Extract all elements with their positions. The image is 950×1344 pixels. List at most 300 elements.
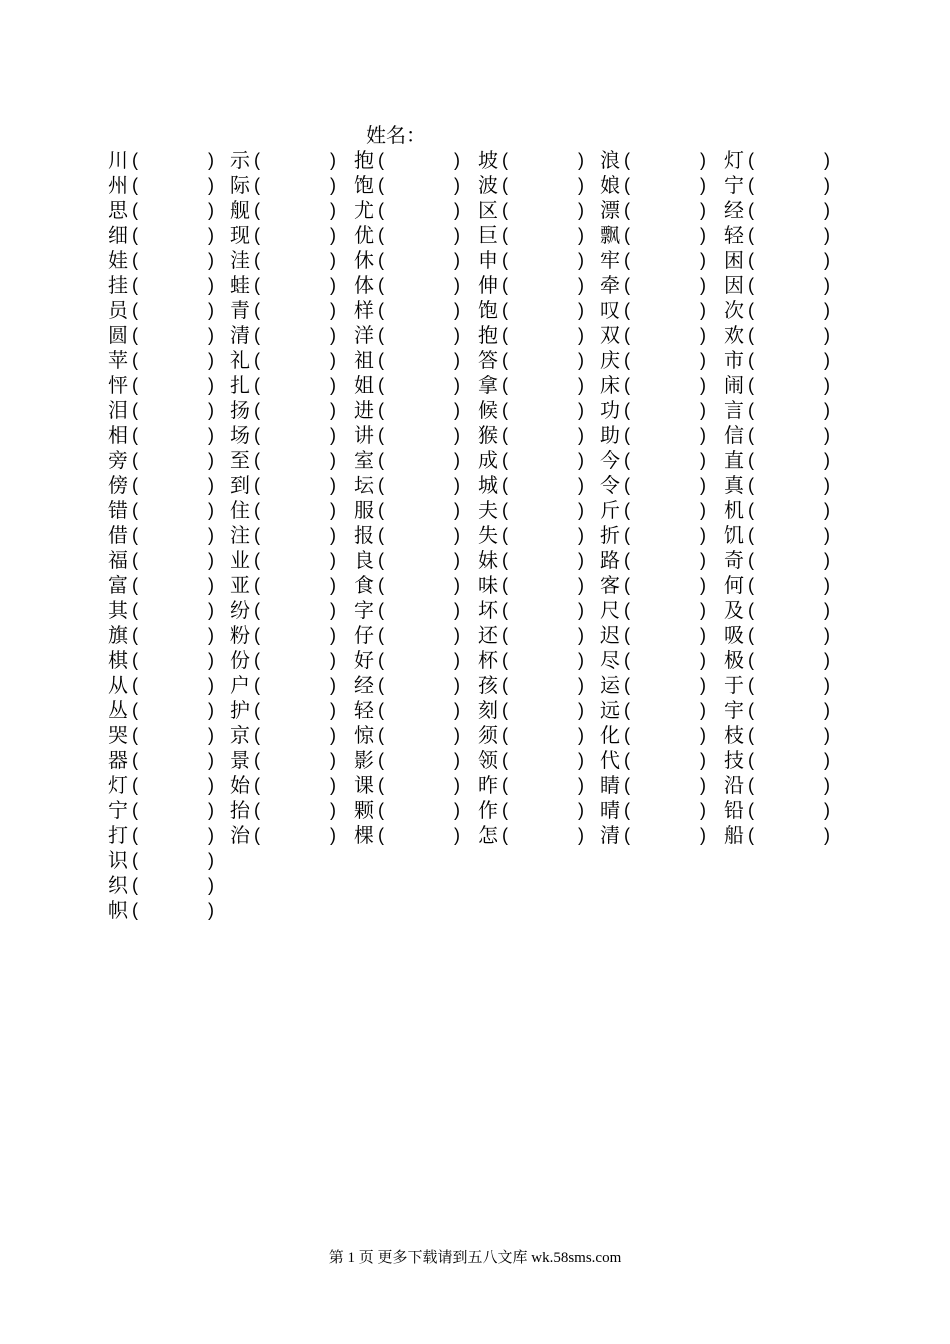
close-paren: ): [208, 475, 214, 495]
open-paren: (: [502, 575, 508, 595]
open-paren: (: [624, 275, 630, 295]
close-paren: ): [330, 150, 336, 170]
char-entry: [600, 723, 722, 748]
char-entry: [600, 348, 722, 373]
char-row: [0, 673, 950, 698]
worksheet-title: 姓名：: [366, 123, 426, 147]
char-entry: [478, 498, 600, 523]
close-paren: ): [454, 625, 460, 645]
char-entry: [230, 723, 352, 748]
char-entry: [108, 498, 230, 523]
character: 浪: [600, 148, 620, 172]
close-paren: ): [208, 225, 214, 245]
close-paren: ): [454, 475, 460, 495]
character: 借: [108, 523, 128, 547]
char-entry: [600, 273, 722, 298]
char-row: [0, 498, 950, 523]
open-paren: (: [132, 525, 138, 545]
character: 清: [230, 323, 250, 347]
char-entry: [354, 148, 476, 173]
char-entry: [478, 173, 600, 198]
open-paren: (: [624, 250, 630, 270]
open-paren: (: [624, 800, 630, 820]
character: 代: [600, 748, 620, 772]
open-paren: (: [254, 350, 260, 370]
character: 景: [230, 748, 250, 772]
character: 至: [230, 448, 250, 472]
character: 蛙: [230, 273, 250, 297]
character: 睛: [600, 773, 620, 797]
character: 抱: [478, 323, 498, 347]
character: 户: [230, 673, 250, 697]
character: 其: [108, 598, 128, 622]
char-entry: [478, 623, 600, 648]
character: 员: [108, 298, 128, 322]
character: 欢: [724, 323, 744, 347]
close-paren: ): [700, 350, 706, 370]
close-paren: ): [330, 550, 336, 570]
open-paren: (: [132, 300, 138, 320]
open-paren: (: [132, 800, 138, 820]
close-paren: ): [454, 225, 460, 245]
char-entry: [108, 373, 230, 398]
char-entry: [600, 673, 722, 698]
character: 客: [600, 573, 620, 597]
character: 于: [724, 673, 744, 697]
open-paren: (: [378, 750, 384, 770]
character: 波: [478, 173, 498, 197]
character: 州: [108, 173, 128, 197]
close-paren: ): [578, 675, 584, 695]
open-paren: (: [254, 400, 260, 420]
open-paren: (: [624, 650, 630, 670]
close-paren: ): [208, 625, 214, 645]
character: 际: [230, 173, 250, 197]
close-paren: ): [330, 400, 336, 420]
char-entry: [600, 173, 722, 198]
close-paren: ): [700, 325, 706, 345]
character: 仔: [354, 623, 374, 647]
close-paren: ): [578, 650, 584, 670]
char-entry: [478, 823, 600, 848]
char-entry: [600, 323, 722, 348]
char-entry: [354, 198, 476, 223]
char-row: [0, 248, 950, 273]
char-entry: [600, 398, 722, 423]
char-entry: [354, 498, 476, 523]
open-paren: (: [132, 700, 138, 720]
char-entry: [230, 798, 352, 823]
char-entry: [600, 198, 722, 223]
character: 挂: [108, 273, 128, 297]
open-paren: (: [624, 725, 630, 745]
character: 沿: [724, 773, 744, 797]
close-paren: ): [824, 450, 830, 470]
character: 远: [600, 698, 620, 722]
character: 何: [724, 573, 744, 597]
character: 坡: [478, 148, 498, 172]
open-paren: (: [378, 650, 384, 670]
close-paren: ): [330, 775, 336, 795]
open-paren: (: [748, 600, 754, 620]
char-row: [0, 873, 950, 898]
char-entry: [230, 698, 352, 723]
char-row: [0, 173, 950, 198]
open-paren: (: [254, 750, 260, 770]
character: 牢: [600, 248, 620, 272]
open-paren: (: [502, 450, 508, 470]
char-entry: [600, 548, 722, 573]
close-paren: ): [824, 550, 830, 570]
open-paren: (: [378, 525, 384, 545]
close-paren: ): [700, 600, 706, 620]
open-paren: (: [132, 375, 138, 395]
char-entry: [600, 623, 722, 648]
character: 姐: [354, 373, 374, 397]
open-paren: (: [132, 400, 138, 420]
open-paren: (: [254, 250, 260, 270]
character: 洼: [230, 248, 250, 272]
char-entry: [354, 698, 476, 723]
character: 叹: [600, 298, 620, 322]
char-entry: [230, 448, 352, 473]
character: 晴: [600, 798, 620, 822]
char-entry: [724, 423, 846, 448]
character: 进: [354, 398, 374, 422]
close-paren: ): [700, 150, 706, 170]
char-entry: [724, 148, 846, 173]
char-entry: [600, 498, 722, 523]
character: 傍: [108, 473, 128, 497]
close-paren: ): [330, 375, 336, 395]
open-paren: (: [132, 475, 138, 495]
close-paren: ): [578, 625, 584, 645]
open-paren: (: [502, 725, 508, 745]
close-paren: ): [578, 275, 584, 295]
close-paren: ): [578, 250, 584, 270]
close-paren: ): [208, 300, 214, 320]
close-paren: ): [578, 750, 584, 770]
character: 船: [724, 823, 744, 847]
open-paren: (: [378, 375, 384, 395]
char-entry: [108, 473, 230, 498]
open-paren: (: [624, 375, 630, 395]
close-paren: ): [208, 550, 214, 570]
character: 错: [108, 498, 128, 522]
open-paren: (: [132, 875, 138, 895]
character: 抱: [354, 148, 374, 172]
close-paren: ): [824, 150, 830, 170]
close-paren: ): [824, 750, 830, 770]
open-paren: (: [624, 825, 630, 845]
character: 帜: [108, 898, 128, 922]
open-paren: (: [748, 150, 754, 170]
character: 答: [478, 348, 498, 372]
open-paren: (: [502, 550, 508, 570]
close-paren: ): [208, 650, 214, 670]
char-entry: [600, 648, 722, 673]
char-entry: [354, 598, 476, 623]
open-paren: (: [378, 350, 384, 370]
open-paren: (: [624, 500, 630, 520]
open-paren: (: [254, 525, 260, 545]
character: 现: [230, 223, 250, 247]
char-entry: [108, 748, 230, 773]
char-entry: [354, 423, 476, 448]
character: 铅: [724, 798, 744, 822]
close-paren: ): [578, 350, 584, 370]
char-entry: [724, 673, 846, 698]
close-paren: ): [700, 775, 706, 795]
open-paren: (: [748, 750, 754, 770]
character: 坛: [354, 473, 374, 497]
character: 怎: [478, 823, 498, 847]
open-paren: (: [132, 500, 138, 520]
open-paren: (: [254, 800, 260, 820]
open-paren: (: [748, 550, 754, 570]
character: 祖: [354, 348, 374, 372]
char-entry: [354, 448, 476, 473]
open-paren: (: [502, 700, 508, 720]
char-row: [0, 698, 950, 723]
open-paren: (: [502, 300, 508, 320]
character: 令: [600, 473, 620, 497]
close-paren: ): [700, 725, 706, 745]
close-paren: ): [578, 175, 584, 195]
char-entry: [724, 698, 846, 723]
character: 经: [724, 198, 744, 222]
char-entry: [108, 898, 230, 923]
char-entry: [354, 248, 476, 273]
open-paren: (: [748, 575, 754, 595]
open-paren: (: [748, 175, 754, 195]
open-paren: (: [254, 425, 260, 445]
close-paren: ): [454, 800, 460, 820]
open-paren: (: [748, 725, 754, 745]
close-paren: ): [578, 150, 584, 170]
character: 双: [600, 323, 620, 347]
character: 怦: [108, 373, 128, 397]
character: 机: [724, 498, 744, 522]
character: 今: [600, 448, 620, 472]
char-entry: [230, 398, 352, 423]
char-entry: [724, 398, 846, 423]
close-paren: ): [208, 275, 214, 295]
open-paren: (: [378, 725, 384, 745]
character: 从: [108, 673, 128, 697]
char-entry: [724, 723, 846, 748]
char-entry: [354, 798, 476, 823]
open-paren: (: [378, 200, 384, 220]
char-entry: [478, 598, 600, 623]
character: 运: [600, 673, 620, 697]
character: 坏: [478, 598, 498, 622]
open-paren: (: [502, 325, 508, 345]
open-paren: (: [624, 150, 630, 170]
open-paren: (: [502, 750, 508, 770]
close-paren: ): [208, 575, 214, 595]
char-entry: [724, 223, 846, 248]
close-paren: ): [578, 425, 584, 445]
open-paren: (: [624, 675, 630, 695]
close-paren: ): [208, 700, 214, 720]
close-paren: ): [824, 725, 830, 745]
char-entry: [354, 523, 476, 548]
char-entry: [600, 698, 722, 723]
char-entry: [230, 648, 352, 673]
character: 宁: [108, 798, 128, 822]
char-entry: [230, 523, 352, 548]
open-paren: (: [378, 575, 384, 595]
char-entry: [478, 373, 600, 398]
close-paren: ): [700, 825, 706, 845]
char-entry: [108, 598, 230, 623]
character: 夫: [478, 498, 498, 522]
char-entry: [108, 523, 230, 548]
character: 思: [108, 198, 128, 222]
open-paren: (: [132, 425, 138, 445]
close-paren: ): [330, 200, 336, 220]
char-entry: [478, 348, 600, 373]
character: 失: [478, 523, 498, 547]
close-paren: ): [330, 575, 336, 595]
char-row: [0, 523, 950, 548]
close-paren: ): [330, 225, 336, 245]
char-entry: [724, 273, 846, 298]
char-entry: [108, 448, 230, 473]
char-entry: [600, 773, 722, 798]
close-paren: ): [454, 500, 460, 520]
close-paren: ): [454, 450, 460, 470]
character: 候: [478, 398, 498, 422]
close-paren: ): [454, 175, 460, 195]
open-paren: (: [378, 775, 384, 795]
close-paren: ): [330, 425, 336, 445]
character: 须: [478, 723, 498, 747]
char-entry: [354, 273, 476, 298]
open-paren: (: [254, 550, 260, 570]
close-paren: ): [700, 450, 706, 470]
character: 青: [230, 298, 250, 322]
close-paren: ): [454, 600, 460, 620]
character: 室: [354, 448, 374, 472]
character: 及: [724, 598, 744, 622]
open-paren: (: [254, 500, 260, 520]
char-entry: [108, 548, 230, 573]
open-paren: (: [378, 175, 384, 195]
close-paren: ): [578, 700, 584, 720]
open-paren: (: [502, 375, 508, 395]
open-paren: (: [378, 325, 384, 345]
char-entry: [724, 623, 846, 648]
char-entry: [108, 298, 230, 323]
close-paren: ): [208, 800, 214, 820]
close-paren: ): [454, 675, 460, 695]
character: 识: [108, 848, 128, 872]
open-paren: (: [378, 700, 384, 720]
close-paren: ): [700, 275, 706, 295]
open-paren: (: [132, 625, 138, 645]
character: 注: [230, 523, 250, 547]
char-entry: [108, 198, 230, 223]
character: 住: [230, 498, 250, 522]
open-paren: (: [502, 650, 508, 670]
close-paren: ): [824, 675, 830, 695]
character: 旗: [108, 623, 128, 647]
char-entry: [724, 198, 846, 223]
close-paren: ): [454, 750, 460, 770]
open-paren: (: [132, 150, 138, 170]
character: 影: [354, 748, 374, 772]
char-entry: [230, 198, 352, 223]
char-entry: [478, 298, 600, 323]
char-entry: [108, 798, 230, 823]
character: 体: [354, 273, 374, 297]
character: 真: [724, 473, 744, 497]
character: 场: [230, 423, 250, 447]
open-paren: (: [502, 200, 508, 220]
char-entry: [230, 573, 352, 598]
character: 伸: [478, 273, 498, 297]
close-paren: ): [700, 375, 706, 395]
close-paren: ): [208, 875, 214, 895]
character: 味: [478, 573, 498, 597]
char-entry: [600, 473, 722, 498]
char-entry: [478, 798, 600, 823]
character: 好: [354, 648, 374, 672]
char-row: [0, 423, 950, 448]
close-paren: ): [208, 350, 214, 370]
close-paren: ): [700, 475, 706, 495]
close-paren: ): [824, 250, 830, 270]
close-paren: ): [578, 575, 584, 595]
character: 优: [354, 223, 374, 247]
open-paren: (: [254, 175, 260, 195]
open-paren: (: [378, 600, 384, 620]
char-entry: [724, 523, 846, 548]
character: 课: [354, 773, 374, 797]
open-paren: (: [502, 250, 508, 270]
character: 迟: [600, 623, 620, 647]
open-paren: (: [502, 825, 508, 845]
close-paren: ): [330, 725, 336, 745]
character: 经: [354, 673, 374, 697]
character: 困: [724, 248, 744, 272]
open-paren: (: [254, 825, 260, 845]
open-paren: (: [502, 350, 508, 370]
close-paren: ): [330, 600, 336, 620]
character: 灯: [108, 773, 128, 797]
open-paren: (: [748, 650, 754, 670]
char-entry: [230, 248, 352, 273]
open-paren: (: [378, 800, 384, 820]
char-entry: [230, 773, 352, 798]
open-paren: (: [748, 775, 754, 795]
open-paren: (: [132, 275, 138, 295]
char-entry: [108, 848, 230, 873]
close-paren: ): [824, 400, 830, 420]
close-paren: ): [700, 225, 706, 245]
close-paren: ): [330, 675, 336, 695]
character: 枝: [724, 723, 744, 747]
close-paren: ): [208, 250, 214, 270]
close-paren: ): [578, 550, 584, 570]
open-paren: (: [624, 350, 630, 370]
character: 扎: [230, 373, 250, 397]
char-entry: [600, 148, 722, 173]
character: 棵: [354, 823, 374, 847]
close-paren: ): [454, 375, 460, 395]
